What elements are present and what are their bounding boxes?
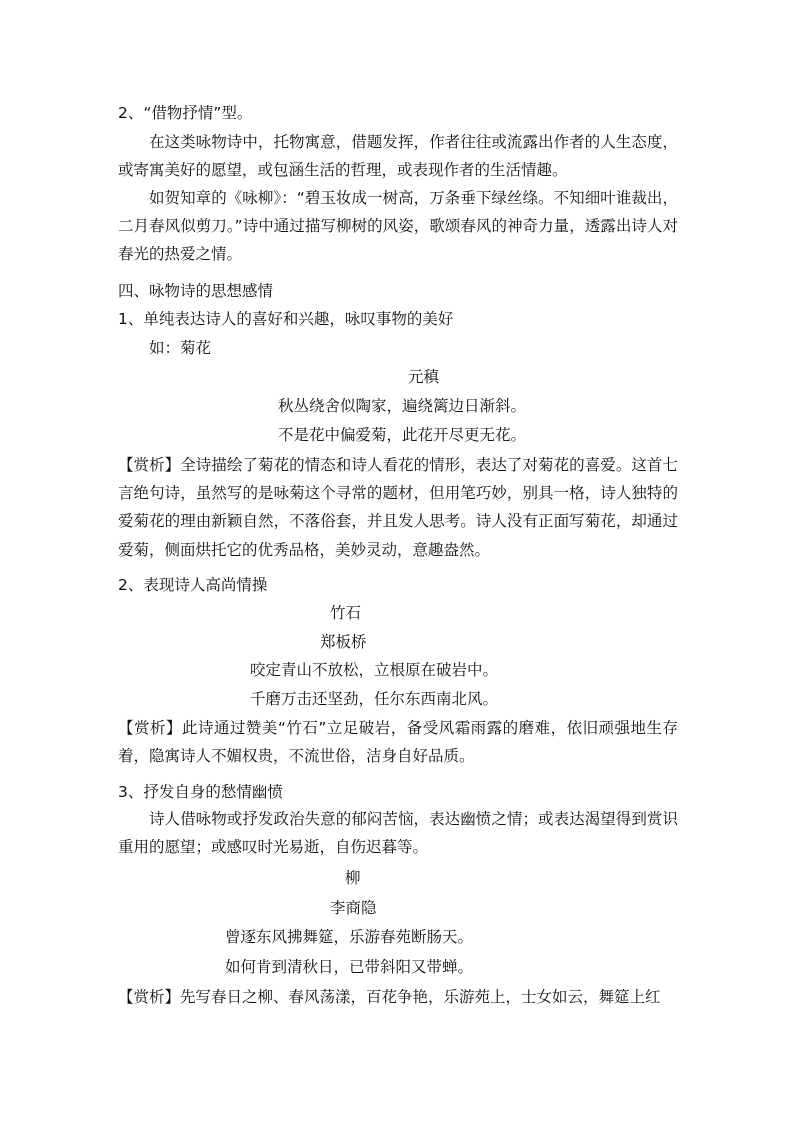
poem-1-line-1: 秋丛绕舍似陶家，遍绕篱边日渐斜。 bbox=[278, 397, 527, 415]
poem-2-analysis: 【赏析】此诗通过赞美“竹石”立足破岩，备受风霜雨露的磨难，依旧顽强地生存着，隐寓诗人不媚权贵，不流世俗，洁身自好品质。 bbox=[118, 719, 678, 766]
poem-2-line-1: 咬定青山不放松，立根原在破岩中。 bbox=[250, 661, 499, 679]
poem-3-line-1: 曾逐东风拂舞筵，乐游春苑断肠天。 bbox=[225, 928, 474, 946]
poem-3-author: 李商隐 bbox=[330, 899, 377, 917]
section-4-heading: 四、咏物诗的思想感情 bbox=[118, 282, 274, 300]
section-2-paragraph-2: 如贺知章的《咏柳》：“碧玉妆成一树高，万条垂下绿丝绦。不知细叶谁裁出，二月春风似剪刀。”诗中通过描写柳树的风姿，歌颂春风的神奇力量，透露出诗人对春光的热爱之情。 bbox=[118, 189, 678, 264]
point-3-heading: 3、抒发自身的愁情幽愤 bbox=[118, 783, 283, 801]
point-3-paragraph: 诗人借咏物或抒发政治失意的郁闷苦恼，表达幽愤之情；或表达渴望得到赏识重用的愿望；或感叹时光易逝，自伤迟暮等。 bbox=[118, 810, 678, 857]
poem-2-author: 郑板桥 bbox=[320, 633, 367, 651]
poem-1-line-2: 不是花中偏爱菊，此花开尽更无花。 bbox=[278, 426, 527, 444]
point-1-intro: 如：菊花 bbox=[149, 339, 212, 357]
point-2-heading: 2、表现诗人高尚情操 bbox=[118, 576, 268, 594]
point-1-heading: 1、单纯表达诗人的喜好和兴趣，咏叹事物的美好 bbox=[118, 310, 454, 328]
section-2-heading: 2、“借物抒情”型。 bbox=[118, 104, 253, 122]
poem-3-title: 柳 bbox=[345, 869, 361, 887]
poem-3-analysis: 【赏析】先写春日之柳、春风荡漾，百花争艳，乐游苑上，士女如云，舞筵上红 bbox=[118, 988, 661, 1006]
poem-1-author: 元稹 bbox=[408, 368, 440, 386]
section-2-paragraph-1: 在这类咏物诗中，托物寓意，借题发挥，作者往往或流露出作者的人生态度，或寄寓美好的愿望，或包涵生活的哲理，或表现作者的生活情趣。 bbox=[118, 133, 678, 180]
poem-3-line-2: 如何肯到清秋日，已带斜阳又带蝉。 bbox=[225, 958, 474, 976]
poem-2-line-2: 千磨万击还坚劲，任尔东西南北风。 bbox=[250, 690, 499, 708]
poem-1-analysis: 【赏析】全诗描绘了菊花的情态和诗人看花的情形，表达了对菊花的喜爱。这首七言绝句诗，虽然写的是咏菊这个寻常的题材，但用笔巧妙，别具一格，诗人独特的爱菊花的理由新颖自然，不落俗套，并且发人思考。诗人没有正面写菊花，却通过爱菊，侧面烘托它的优秀品格，美妙灵动，意趣盎然。 bbox=[118, 456, 678, 559]
poem-2-title: 竹石 bbox=[330, 604, 362, 622]
